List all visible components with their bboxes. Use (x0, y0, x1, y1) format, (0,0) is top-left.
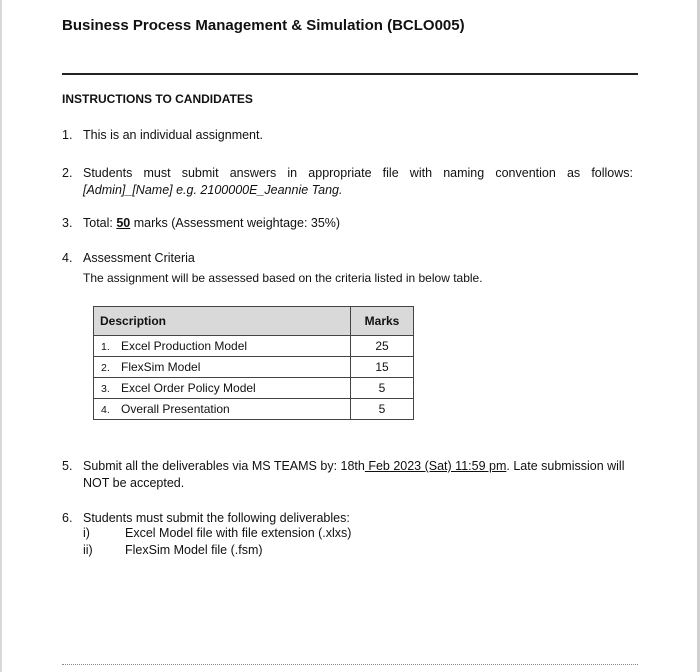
criteria-heading: Assessment Criteria (83, 251, 195, 265)
total-marks: 50 (116, 216, 131, 230)
criteria-description: FlexSim Model (121, 360, 201, 374)
row-number: 4. (101, 404, 110, 416)
item-number: 4. (62, 251, 73, 265)
submission-suffix: . Late submission will (506, 459, 625, 473)
item-text-block (83, 458, 624, 475)
section-heading: INSTRUCTIONS TO CANDIDATES (62, 92, 253, 106)
criteria-marks: 5 (351, 378, 414, 399)
criteria-table (93, 306, 414, 420)
submission-text: Submit all the deliverables via MS TEAMS by: 18th (83, 459, 365, 473)
marks-header: Marks (351, 307, 414, 336)
criteria-description: The assignment will be assessed based on the criteria listed in below table. (83, 271, 483, 285)
page-left-edge (0, 0, 2, 672)
document-title: Business Process Management & Simulation (BCLO005) (62, 17, 465, 34)
item-number: 6. (62, 511, 73, 525)
row-number: 1. (101, 341, 110, 353)
criteria-marks: 5 (351, 399, 414, 420)
table-header-row (94, 307, 414, 336)
criteria-cell (94, 336, 351, 357)
item-number: 5. (62, 459, 73, 473)
criteria-cell (94, 399, 351, 420)
total-label: Total: (83, 216, 117, 230)
naming-example: e.g. 2100000E_Jeannie Tang. (176, 183, 343, 197)
item-number: 2. (62, 166, 73, 180)
row-number: 2. (101, 362, 110, 374)
item-text: Students must submit the following deliverables: (83, 511, 350, 525)
table-row (94, 399, 414, 420)
submission-deadline: Feb 2023 (Sat) 11:59 pm (364, 459, 507, 473)
criteria-cell (94, 378, 351, 399)
page-break-line (62, 664, 638, 665)
title-divider (62, 73, 638, 75)
late-submission-note: NOT be accepted. (83, 476, 185, 490)
item-text: This is an individual assignment. (83, 128, 263, 142)
criteria-marks: 15 (351, 357, 414, 378)
criteria-cell (94, 357, 351, 378)
deliverable-number: ii) (83, 543, 93, 557)
total-suffix: marks (Assessment weightage: 35%) (130, 216, 341, 230)
table-row (94, 357, 414, 378)
deliverable-text: FlexSim Model file (.fsm) (125, 543, 263, 557)
naming-convention: [Admin]_[Name] (83, 183, 173, 197)
item-number: 3. (62, 216, 73, 230)
criteria-description: Excel Production Model (121, 339, 248, 353)
item-number: 1. (62, 128, 73, 142)
criteria-description: Overall Presentation (121, 402, 230, 416)
row-number: 3. (101, 383, 110, 395)
deliverable-number: i) (83, 526, 90, 540)
criteria-marks: 25 (351, 336, 414, 357)
description-header: Description (94, 307, 351, 336)
deliverable-text: Excel Model file with file extension (.xlxs) (125, 526, 352, 540)
item-text-block (83, 215, 340, 232)
table-row (94, 378, 414, 399)
criteria-description: Excel Order Policy Model (121, 381, 256, 395)
item-text: Students must submit answers in appropriate file with naming convention as follows: (83, 166, 633, 180)
item-text-block (83, 165, 633, 199)
table-row (94, 336, 414, 357)
